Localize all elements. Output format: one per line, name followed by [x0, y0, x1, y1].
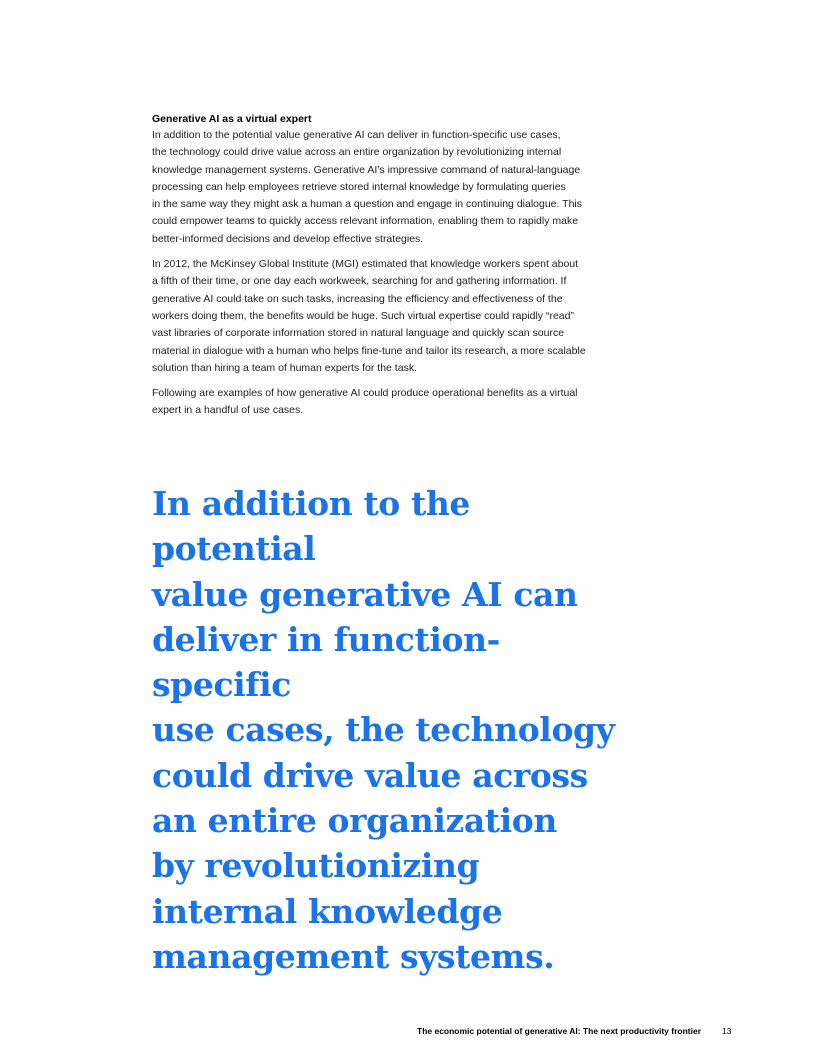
- article-section: [152, 112, 642, 428]
- page-footer: [0, 1024, 816, 1040]
- body-paragraph-3: Following are examples of how generative AI could produce operational benefits as a virtual expert in a handful of use cases.: [152, 387, 578, 417]
- body-paragraph-2: In 2012, the McKinsey Global Institute (MGI) estimated that knowledge workers spent about a fifth of their time, or one day each workweek, searching for and gathering information. If generative AI could take on such tasks, increasing the efficiency and effectiveness of the workers doing them, the benefits would be huge. Such virtual expertise could rapidly “read” vast libraries of corporate information stored in natural language and quickly scan source material in dialogue with a human who helps fine-tune and tailor its research, a more scalable solution than hiring a team of human experts for the task.: [152, 258, 586, 374]
- body-paragraph-1: In addition to the potential value generative AI can deliver in function-specific use cases, the technology could drive value across an entire organization by revolutionizing internal knowledge management systems. Generative AI’s impressive command of natural-language processing can help employees retrieve stored internal knowledge by formulating queries in the same way they might ask a human a question and engage in continuing dialogue. This could empower teams to quickly access relevant information, enabling them to rapidly make better-informed decisions and develop effective strategies.: [152, 129, 583, 245]
- footer-report-title: The economic potential of generative AI: The next productivity frontier: [417, 1026, 701, 1036]
- pull-quote: In addition to the potential value generative AI can deliver in function-specific use cases, the technology could drive value across an entire organization by revolutionizing internal knowledge management systems.: [152, 484, 615, 976]
- footer-page-number: 13: [722, 1026, 732, 1036]
- section-heading: Generative AI as a virtual expert: [152, 113, 312, 125]
